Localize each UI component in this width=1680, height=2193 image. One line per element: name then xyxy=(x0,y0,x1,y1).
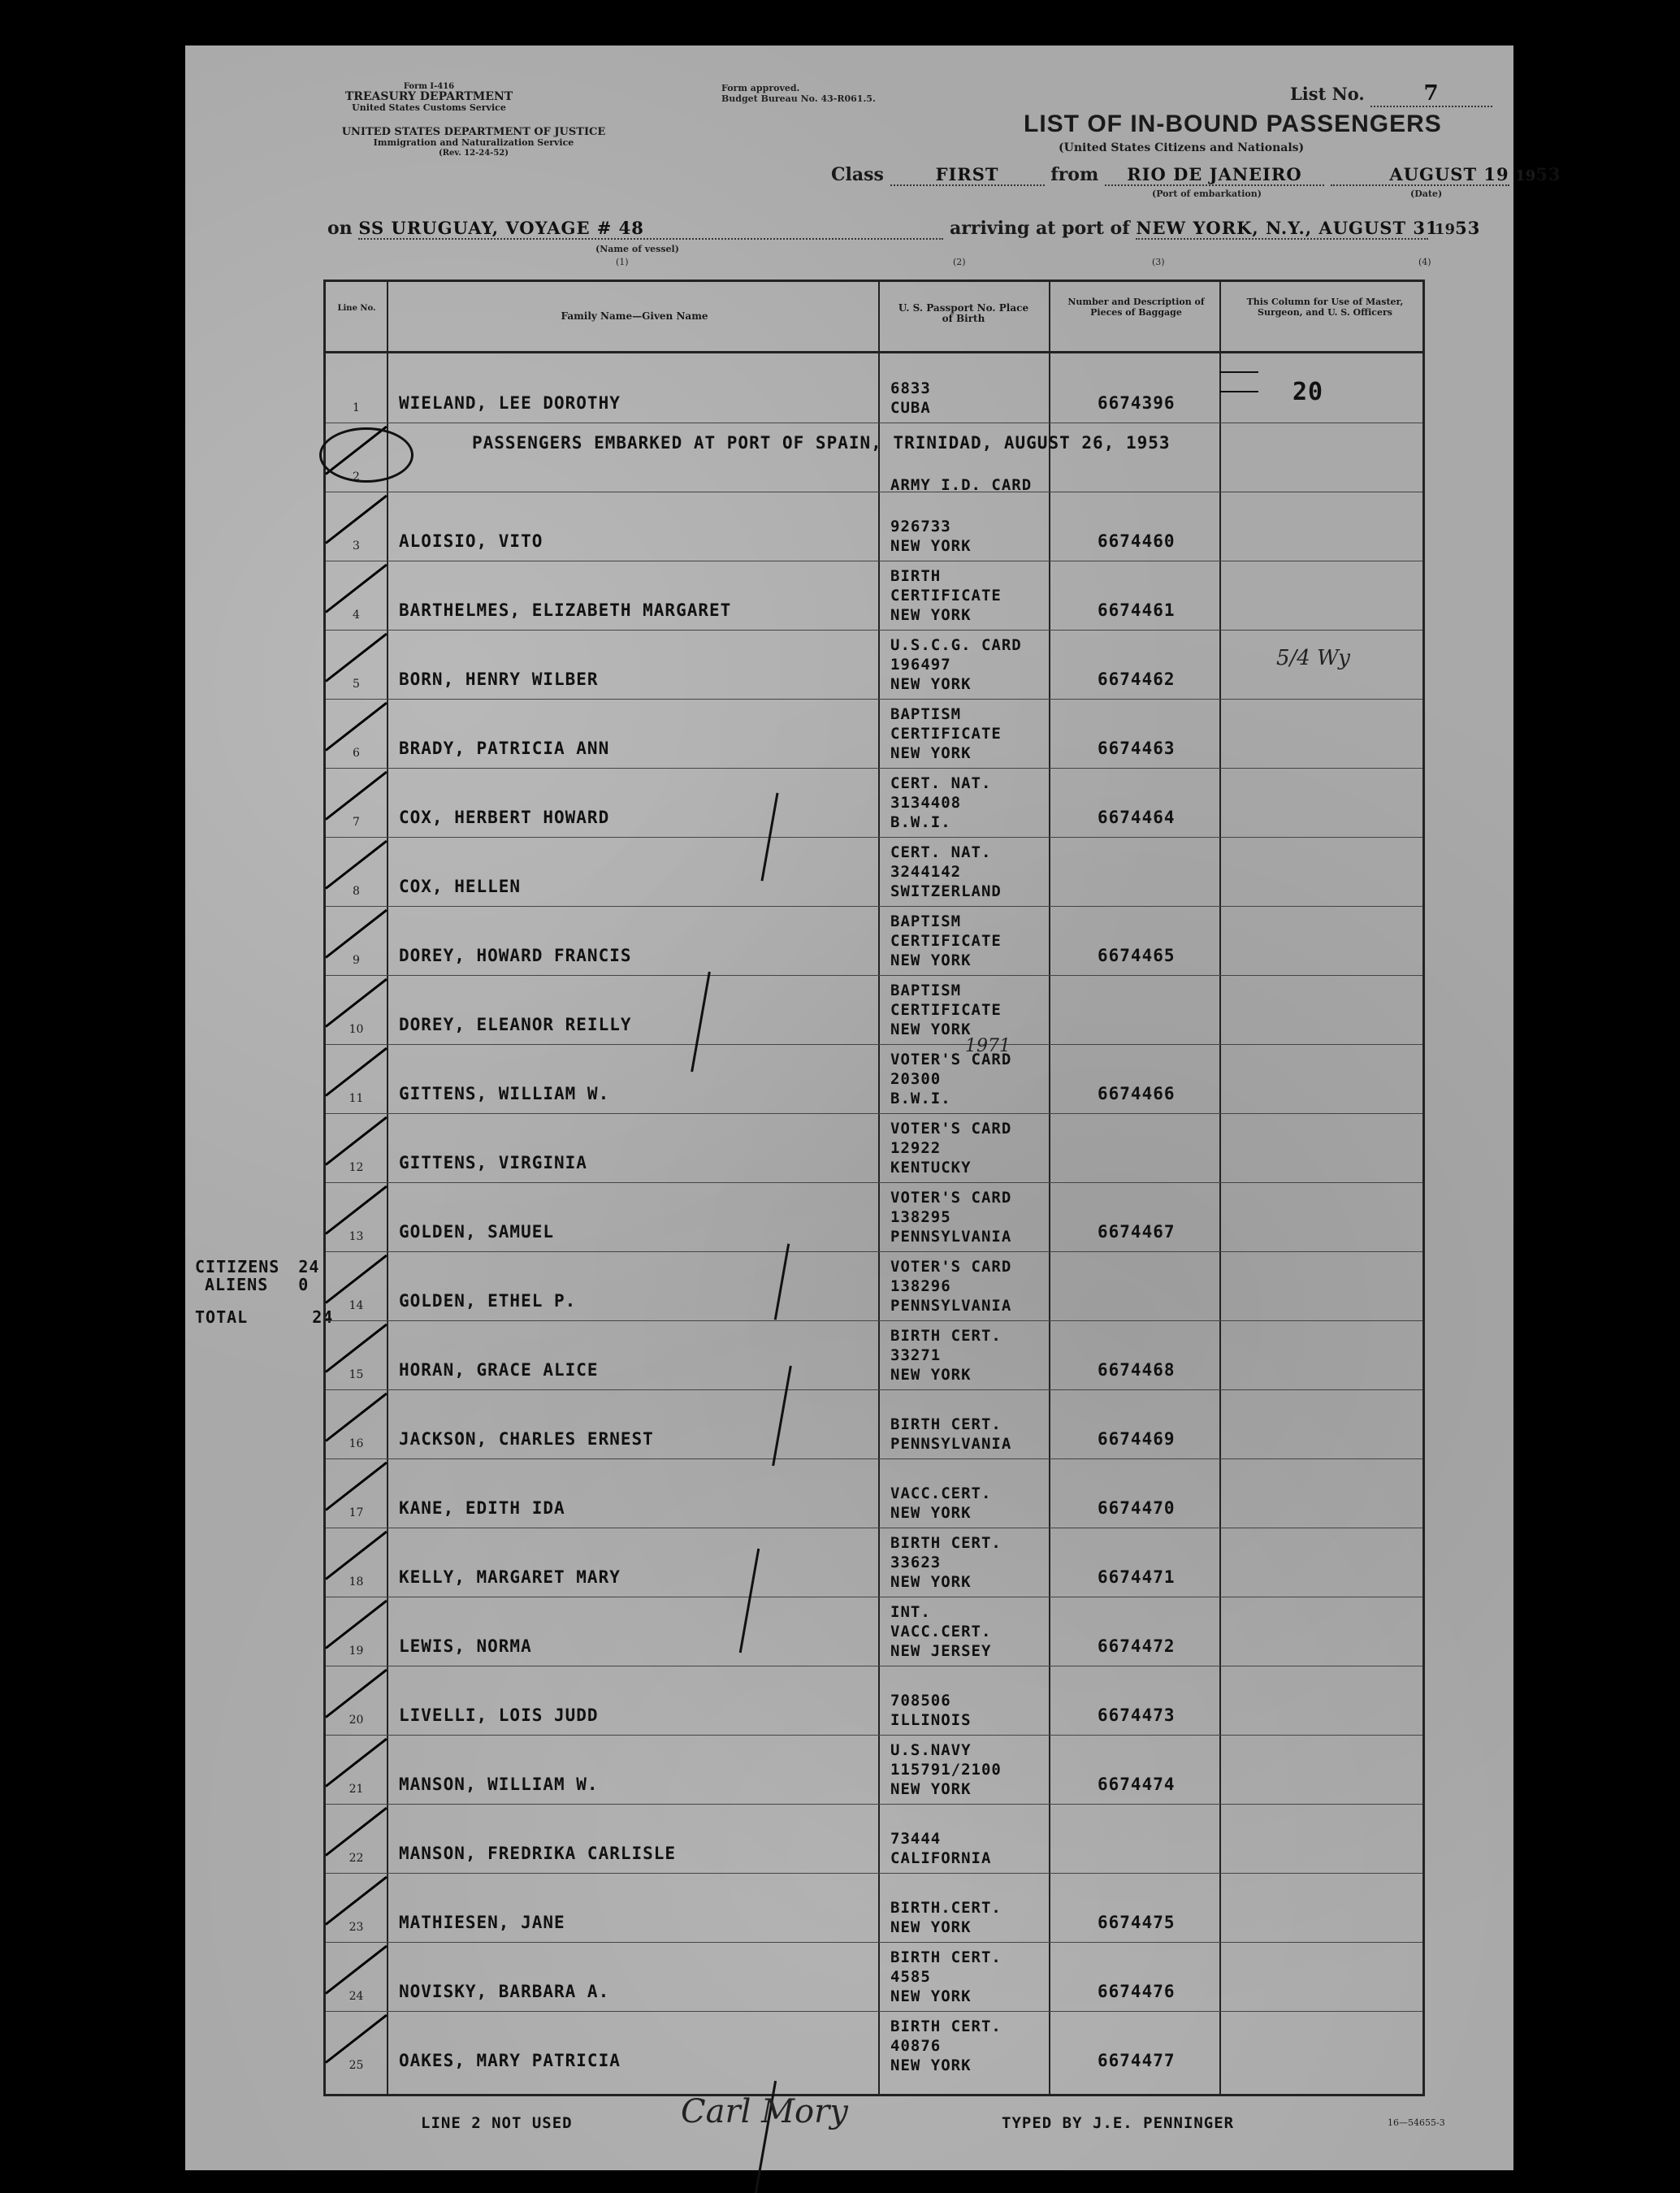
typed-by: TYPED BY J.E. PENNINGER xyxy=(1002,2114,1235,2132)
passport-line: BIRTH CERT. xyxy=(890,2017,1002,2035)
line-number: 3 xyxy=(353,540,360,553)
baggage-number: 6674475 xyxy=(1098,1913,1176,1932)
passport-birthplace xyxy=(890,1948,1065,2006)
table-row xyxy=(326,1528,1422,1597)
col-header-name: Family Name—Given Name xyxy=(561,310,708,322)
passport-line: CERTIFICATE xyxy=(890,1001,1002,1019)
passport-line: NEW YORK xyxy=(890,675,972,693)
line-number: 11 xyxy=(349,1092,364,1105)
passport-line: CERT. NAT. xyxy=(890,843,992,861)
check-mark xyxy=(325,1255,388,1304)
passenger-name: GOLDEN, ETHEL P. xyxy=(399,1291,577,1311)
passport-birthplace xyxy=(890,1829,1065,1868)
tally-aliens: ALIENS 0 xyxy=(205,1275,310,1294)
passport-line: PENNSYLVANIA xyxy=(890,1435,1012,1453)
check-mark xyxy=(325,840,388,890)
passport-birthplace xyxy=(890,1326,1065,1385)
passport-line: BAPTISM xyxy=(890,912,962,930)
passport-line: 138296 xyxy=(890,1277,951,1295)
row-divider xyxy=(326,1804,1422,1805)
check-mark xyxy=(325,1324,388,1373)
passport-line: CERTIFICATE xyxy=(890,932,1002,950)
passport-line: NEW YORK xyxy=(890,1021,972,1038)
passenger-name: LEWIS, NORMA xyxy=(399,1636,532,1656)
passport-line: KENTUCKY xyxy=(890,1159,972,1177)
passport-line: VOTER'S CARD xyxy=(890,1189,1012,1207)
passport-line: NEW YORK xyxy=(890,606,972,624)
form-code: 16—54655-3 xyxy=(1388,2117,1445,2128)
passport-line: 926733 xyxy=(890,518,951,535)
check-mark xyxy=(325,771,388,821)
table-row xyxy=(326,1182,1422,1251)
tally-citizens: CITIZENS 24 xyxy=(195,1257,320,1276)
check-mark xyxy=(325,1876,388,1926)
passport-line: NEW YORK xyxy=(890,2056,972,2074)
check-mark xyxy=(325,702,388,752)
check-mark xyxy=(325,2014,388,2064)
line-number: 15 xyxy=(349,1368,364,1381)
passport-birthplace xyxy=(890,704,1065,763)
passport-line: 708506 xyxy=(890,1692,951,1710)
list-number: 7 xyxy=(1370,81,1492,107)
col-header-officers: This Column for Use of Master, Surgeon, and U. S. Officers xyxy=(1246,297,1404,318)
passport-line: NEW YORK xyxy=(890,1987,972,2005)
passport-birthplace xyxy=(890,2017,1065,2075)
passenger-name: DOREY, ELEANOR REILLY xyxy=(399,1015,632,1034)
tally-total: TOTAL 24 xyxy=(195,1307,334,1327)
passport-birthplace xyxy=(890,566,1065,625)
tally-block xyxy=(195,1258,333,1326)
baggage-number: 6674473 xyxy=(1098,1705,1176,1725)
baggage-number: 6674396 xyxy=(1098,393,1176,413)
agency-treasury: TREASURY DEPARTMENT xyxy=(344,90,513,103)
embark-date: AUGUST 19 xyxy=(1331,164,1509,186)
baggage-number: 6674461 xyxy=(1098,600,1176,620)
dept-ins: Immigration and Naturalization Service xyxy=(373,137,574,148)
passenger-name: GITTENS, WILLIAM W. xyxy=(399,1084,610,1103)
passport-line: 196497 xyxy=(890,656,951,674)
table-row xyxy=(326,1873,1422,1942)
check-mark xyxy=(325,1945,388,1995)
passport-birthplace xyxy=(890,517,1065,556)
check-mark xyxy=(325,1462,388,1511)
baggage-number: 6674465 xyxy=(1098,946,1176,965)
passport-line: 73444 xyxy=(890,1830,942,1848)
passport-birthplace xyxy=(890,1415,1065,1454)
table-row xyxy=(326,1113,1422,1182)
handwritten-note: 1971 xyxy=(965,1036,1011,1056)
document-page xyxy=(185,46,1561,2170)
passport-birthplace xyxy=(890,1740,1065,1799)
passport-line: ILLINOIS xyxy=(890,1711,972,1729)
table-row xyxy=(326,906,1422,975)
line-number: 14 xyxy=(349,1299,364,1312)
line-number: 8 xyxy=(353,885,360,898)
passport-line: NEW YORK xyxy=(890,1780,972,1798)
passport-line: BAPTISM xyxy=(890,982,962,999)
col-header-line: Line No. xyxy=(337,304,376,313)
passport-line: 3134408 xyxy=(890,794,962,812)
vessel-name: SS URUGUAY, VOYAGE # 48 xyxy=(358,218,943,240)
passport-line: VACC.CERT. xyxy=(890,1623,992,1640)
passport-birthplace xyxy=(890,1119,1065,1177)
line-number: 16 xyxy=(349,1437,364,1450)
check-mark xyxy=(325,909,388,959)
row-divider xyxy=(326,1251,1422,1252)
passenger-name: COX, HERBERT HOWARD xyxy=(399,808,610,827)
passport-birthplace xyxy=(890,1257,1065,1315)
passport-line: VOTER'S CARD xyxy=(890,1120,1012,1138)
passport-line: SWITZERLAND xyxy=(890,882,1002,900)
officer-note-count: 20 xyxy=(1292,378,1324,406)
line-number: 22 xyxy=(349,1852,364,1865)
baggage-number: 6674468 xyxy=(1098,1360,1176,1380)
passport-line: NEW YORK xyxy=(890,1918,972,1936)
passport-birthplace xyxy=(890,1188,1065,1246)
passenger-name: NOVISKY, BARBARA A. xyxy=(399,1982,610,2001)
table-row xyxy=(326,423,1422,492)
line-number: 7 xyxy=(353,816,360,829)
line-number: 25 xyxy=(349,2059,364,2072)
passport-birthplace xyxy=(890,1898,1065,1937)
passenger-name: LIVELLI, LOIS JUDD xyxy=(399,1705,599,1725)
passport-line: NEW JERSEY xyxy=(890,1642,992,1660)
line-number: 17 xyxy=(349,1506,364,1519)
list-no-field: List No. 7 xyxy=(1290,81,1492,107)
baggage-number: 6674476 xyxy=(1098,1982,1176,2001)
passport-line: NEW YORK xyxy=(890,1504,972,1522)
baggage-number: 6674462 xyxy=(1098,670,1176,689)
row-divider xyxy=(326,906,1422,907)
col-num-1: (1) xyxy=(616,257,629,267)
agency-customs: United States Customs Service xyxy=(352,102,506,113)
vessel-row: on SS URUGUAY, VOYAGE # 48 arriving at port of NEW YORK, N.Y., AUGUST 31 1953 xyxy=(327,218,1481,239)
baggage-number: 6674464 xyxy=(1098,808,1176,827)
passenger-table xyxy=(323,280,1425,2096)
line-number: 2 xyxy=(353,470,360,483)
passport-line: 33271 xyxy=(890,1346,942,1364)
passport-line: NEW YORK xyxy=(890,951,972,969)
passport-line: BAPTISM xyxy=(890,705,962,723)
row-divider xyxy=(326,1942,1422,1943)
passport-birthplace xyxy=(890,774,1065,832)
check-mark xyxy=(325,495,388,544)
table-row xyxy=(326,1942,1422,2011)
passport-birthplace xyxy=(890,912,1065,970)
passenger-name: PASSENGERS EMBARKED AT PORT OF SPAIN, TRINIDAD, AUGUST 26, 1953 xyxy=(472,433,1171,453)
check-mark xyxy=(325,1393,388,1442)
passport-birthplace xyxy=(890,843,1065,901)
form-title: LIST OF IN-BOUND PASSENGERS xyxy=(1024,111,1442,137)
row-divider xyxy=(326,699,1422,700)
passport-line: VOTER'S CARD xyxy=(890,1258,1012,1276)
passport-line: 138295 xyxy=(890,1208,951,1226)
passenger-name: COX, HELLEN xyxy=(399,877,522,896)
check-mark xyxy=(325,1531,388,1580)
table-row xyxy=(326,837,1422,906)
table-row xyxy=(326,492,1422,561)
passenger-name: MANSON, WILLIAM W. xyxy=(399,1775,599,1794)
passenger-name: JACKSON, CHARLES ERNEST xyxy=(399,1429,654,1449)
passenger-name: ALOISIO, VITO xyxy=(399,531,543,551)
passport-line: NEW YORK xyxy=(890,744,972,762)
passport-birthplace xyxy=(890,1533,1065,1592)
row-divider xyxy=(326,975,1422,976)
row-divider xyxy=(326,1320,1422,1321)
line-number: 20 xyxy=(349,1714,364,1727)
passport-line: 115791/2100 xyxy=(890,1761,1002,1779)
check-mark xyxy=(325,1600,388,1649)
line-number: 19 xyxy=(349,1645,364,1658)
vessel-caption: (Name of vessel) xyxy=(595,244,679,254)
passport-line: NEW YORK xyxy=(890,1366,972,1384)
handwritten-note: 5/4 Wy xyxy=(1276,646,1350,670)
row-divider xyxy=(326,1873,1422,1874)
class-value: FIRST xyxy=(890,164,1045,186)
passport-line: BIRTH.CERT. xyxy=(890,1899,1002,1917)
line-number: 13 xyxy=(349,1230,364,1243)
arrival-year: 53 xyxy=(1455,218,1481,238)
circled-line-marker xyxy=(319,427,414,483)
passport-line: PENNSYLVANIA xyxy=(890,1228,1012,1246)
table-row xyxy=(326,630,1422,699)
passport-line: 33623 xyxy=(890,1554,942,1571)
table-row xyxy=(326,1389,1422,1458)
table-row xyxy=(326,561,1422,630)
baggage-number: 6674460 xyxy=(1098,531,1176,551)
passport-line: NEW YORK xyxy=(890,1573,972,1591)
arrival-port: NEW YORK, N.Y., AUGUST 31 xyxy=(1136,218,1439,238)
table-row xyxy=(326,1804,1422,1873)
form-approval: Form approved. Budget Bureau No. 43-R061.5. xyxy=(721,83,876,104)
passenger-name: WIELAND, LEE DOROTHY xyxy=(399,393,621,413)
passport-line: 3244142 xyxy=(890,863,962,881)
check-mark xyxy=(325,1047,388,1097)
passport-line: 6833 xyxy=(890,379,931,397)
col-num-4: (4) xyxy=(1418,257,1431,267)
passport-line: BIRTH CERT. xyxy=(890,1327,1002,1345)
col-num-3: (3) xyxy=(1152,257,1165,267)
passport-line: NEW YORK xyxy=(890,537,972,555)
table-row xyxy=(326,353,1422,423)
check-mark xyxy=(325,978,388,1028)
passenger-name: GITTENS, VIRGINIA xyxy=(399,1153,587,1172)
table-row xyxy=(326,768,1422,837)
form-agency-block xyxy=(323,81,535,113)
form-revision: (Rev. 12-24-52) xyxy=(439,149,509,158)
baggage-number: 6674472 xyxy=(1098,1636,1176,1656)
check-mark xyxy=(325,1116,388,1166)
dept-block xyxy=(319,127,628,158)
row-divider xyxy=(326,1182,1422,1183)
line-number: 5 xyxy=(353,678,360,691)
col-header-baggage: Number and Description of Pieces of Baggage xyxy=(1067,297,1205,318)
passport-line: U.S.C.G. CARD xyxy=(890,636,1022,654)
passport-birthplace xyxy=(890,635,1065,694)
port-embark-caption: (Port of embarkation) xyxy=(1152,189,1262,199)
passenger-name: BARTHELMES, ELIZABETH MARGARET xyxy=(399,600,732,620)
baggage-number: 6674466 xyxy=(1098,1084,1176,1103)
line-number: 21 xyxy=(349,1783,364,1796)
baggage-number: 6674471 xyxy=(1098,1567,1176,1587)
row-divider xyxy=(326,1458,1422,1459)
col-header-passport: U. S. Passport No. Place of Birth xyxy=(898,302,1029,324)
form-subtitle: (United States Citizens and Nationals) xyxy=(1059,141,1305,154)
baggage-number: 6674463 xyxy=(1098,739,1176,758)
date-caption: (Date) xyxy=(1410,189,1443,199)
passenger-name: BRADY, PATRICIA ANN xyxy=(399,739,610,758)
check-mark xyxy=(325,1738,388,1788)
passenger-name: KANE, EDITH IDA xyxy=(399,1498,565,1518)
table-row xyxy=(326,1251,1422,1320)
officer-dash-marks xyxy=(1219,371,1258,373)
check-mark xyxy=(325,1807,388,1857)
line-number: 1 xyxy=(353,401,360,414)
row-divider xyxy=(326,1044,1422,1045)
passport-line: BIRTH CERT. xyxy=(890,1948,1002,1966)
table-row xyxy=(326,1666,1422,1735)
passport-birthplace xyxy=(890,1602,1065,1661)
embark-year: 53 xyxy=(1535,164,1561,184)
table-row xyxy=(326,1320,1422,1389)
passport-line: CALIFORNIA xyxy=(890,1849,992,1867)
line-number: 24 xyxy=(349,1990,364,2003)
row-divider xyxy=(326,837,1422,838)
baggage-number: 6674467 xyxy=(1098,1222,1176,1242)
passport-line: U.S.NAVY xyxy=(890,1741,972,1759)
passenger-name: BORN, HENRY WILBER xyxy=(399,670,599,689)
passport-line: CERTIFICATE xyxy=(890,725,1002,743)
passport-birthplace xyxy=(890,379,1065,418)
passport-line: INT. xyxy=(890,1603,931,1621)
table-row xyxy=(326,1735,1422,1804)
passport-line: BIRTH xyxy=(890,567,942,585)
passenger-name: HORAN, GRACE ALICE xyxy=(399,1360,599,1380)
passenger-name: OAKES, MARY PATRICIA xyxy=(399,2051,621,2070)
passport-line: CUBA xyxy=(890,399,931,417)
baggage-number: 6674470 xyxy=(1098,1498,1176,1518)
footer-note: LINE 2 NOT USED xyxy=(421,2114,573,2132)
passport-line: 12922 xyxy=(890,1139,942,1157)
passport-line: CERT. NAT. xyxy=(890,774,992,792)
table-row xyxy=(326,1458,1422,1528)
passenger-name: MATHIESEN, JANE xyxy=(399,1913,565,1932)
row-divider xyxy=(326,2011,1422,2012)
check-mark xyxy=(325,633,388,683)
row-divider xyxy=(326,1735,1422,1736)
passport-line: B.W.I. xyxy=(890,1090,951,1107)
check-mark xyxy=(325,1669,388,1718)
baggage-number: 6674474 xyxy=(1098,1775,1176,1794)
check-mark xyxy=(325,1185,388,1235)
line-number: 10 xyxy=(349,1023,364,1036)
row-divider xyxy=(326,630,1422,631)
form-number: Form I-416 xyxy=(403,82,455,91)
table-row xyxy=(326,699,1422,768)
line-number: 4 xyxy=(353,609,360,622)
passenger-name: MANSON, FREDRIKA CARLISLE xyxy=(399,1844,677,1863)
passenger-name: KELLY, MARGARET MARY xyxy=(399,1567,621,1587)
passport-line: VACC.CERT. xyxy=(890,1484,992,1502)
class-row: Class FIRST from RIO DE JANEIRO AUGUST 19 1953 xyxy=(831,164,1561,185)
row-divider xyxy=(326,1389,1422,1390)
passport-line: PENNSYLVANIA xyxy=(890,1297,1012,1315)
passport-line: 4585 xyxy=(890,1968,931,1986)
table-row xyxy=(326,1597,1422,1666)
baggage-number: 6674469 xyxy=(1098,1429,1176,1449)
passport-birthplace xyxy=(890,1484,1065,1523)
row-divider xyxy=(326,768,1422,769)
passport-line: CERTIFICATE xyxy=(890,587,1002,605)
passenger-rows xyxy=(326,353,1422,2094)
passenger-name: GOLDEN, SAMUEL xyxy=(399,1222,555,1242)
col-num-2: (2) xyxy=(953,257,966,267)
line-number: 12 xyxy=(349,1161,364,1174)
line-number: 6 xyxy=(353,747,360,760)
passport-line: 20300 xyxy=(890,1070,942,1088)
line-number: 18 xyxy=(349,1575,364,1588)
dept-justice: UNITED STATES DEPARTMENT OF JUSTICE xyxy=(341,126,606,138)
passport-birthplace xyxy=(890,981,1065,1039)
check-mark xyxy=(325,564,388,613)
passport-line: BIRTH CERT. xyxy=(890,1415,1002,1433)
table-row xyxy=(326,975,1422,1044)
embark-port: RIO DE JANEIRO xyxy=(1105,164,1324,186)
baggage-number: 6674477 xyxy=(1098,2051,1176,2070)
passport-line: BIRTH CERT. xyxy=(890,1534,1002,1552)
line-number: 23 xyxy=(349,1921,364,1934)
row-divider xyxy=(326,1113,1422,1114)
passport-line: ARMY I.D. CARD xyxy=(890,476,1033,494)
passport-line: B.W.I. xyxy=(890,813,951,831)
signature: Carl Mory xyxy=(681,2093,848,2130)
passport-line: 40876 xyxy=(890,2037,942,2055)
passport-birthplace xyxy=(890,1050,1065,1108)
passport-birthplace xyxy=(890,1691,1065,1730)
table-row xyxy=(326,2011,1422,2080)
passport-line: VOTER'S CARD xyxy=(890,1051,1012,1068)
line-number: 9 xyxy=(353,954,360,967)
table-row xyxy=(326,1044,1422,1113)
passenger-name: DOREY, HOWARD FRANCIS xyxy=(399,946,632,965)
